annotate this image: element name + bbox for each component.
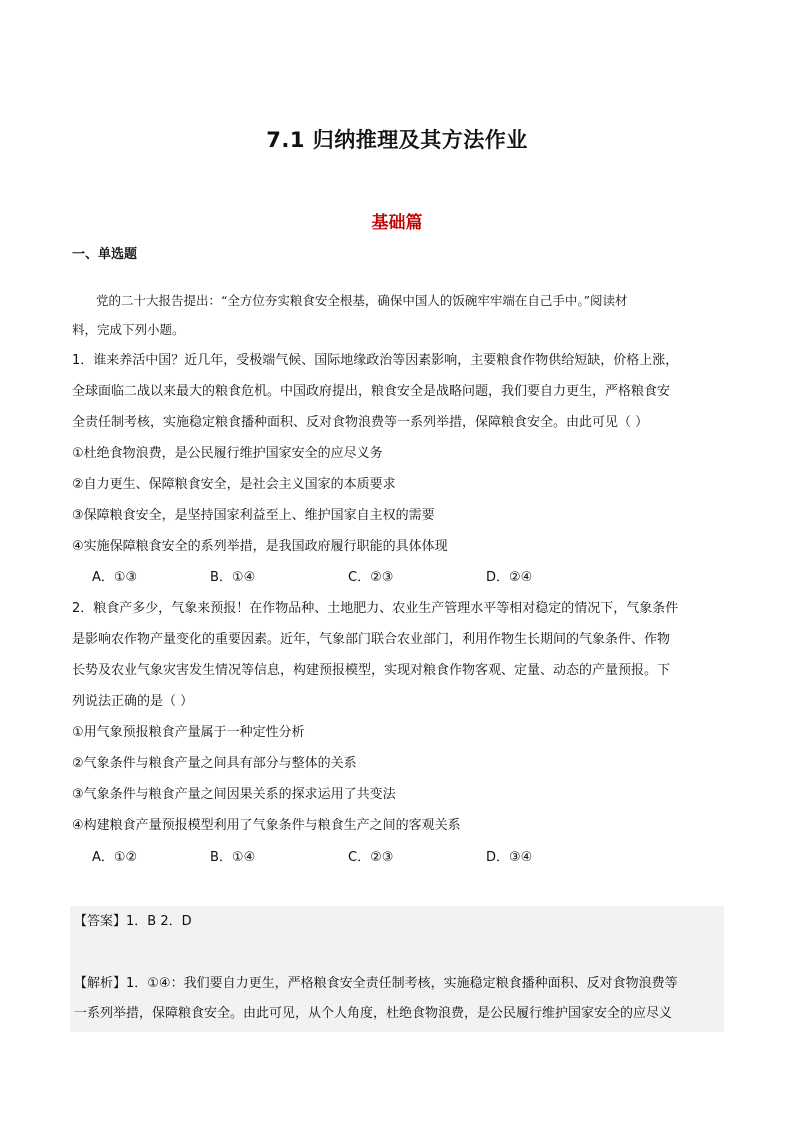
q1-option-d: D．②④ bbox=[486, 570, 533, 585]
q1-statement-3: ③保障粮食安全，是坚持国家利益至上、维护国家自主权的需要 bbox=[72, 508, 435, 523]
intro-line-1: 党的二十大报告提出：“全方位夯实粮食安全根基，确保中国人的饭碗牢牢端在自己手中。”阅读材 bbox=[96, 293, 628, 308]
q1-option-b: B．①④ bbox=[210, 570, 256, 585]
q1-statement-1: ①杜绝食物浪费，是公民履行维护国家安全的应尽义务 bbox=[72, 446, 383, 461]
q2-option-c: C．②③ bbox=[348, 850, 394, 865]
question-type-heading: 一、单选题 bbox=[72, 247, 138, 262]
intro-line-2: 料，完成下列小题。 bbox=[72, 322, 185, 337]
q2-option-b: B．①④ bbox=[210, 850, 256, 865]
q2-statement-4: ④构建粮食产量预报模型利用了气象条件与粮食生产之间的客观关系 bbox=[72, 818, 461, 833]
q2-stem-line-2: 是影响农作物产量变化的重要因素。近年，气象部门联合农业部门，利用作物生长期间的气象条件、作物 bbox=[72, 632, 671, 647]
q2-stem-line-3: 长势及农业气象灾害发生情况等信息，构建预报模型，实现对粮食作物客观、定量、动态的产量预报。下 bbox=[72, 663, 671, 678]
q1-stem-line-2: 全球面临二战以来最大的粮食危机。中国政府提出，粮食安全是战略问题，我们要自力更生，严格粮食安 bbox=[72, 384, 671, 399]
q2-statement-2: ②气象条件与粮食产量之间具有部分与整体的关系 bbox=[72, 756, 357, 771]
page-title: 7.1 归纳推理及其方法作业 bbox=[266, 128, 528, 152]
q1-statement-2: ②自力更生、保障粮食安全，是社会主义国家的本质要求 bbox=[72, 477, 396, 492]
explanation-line-1: 【解析】1．①④：我们要自力更生，严格粮食安全责任制考核，实施稳定粮食播种面积、反对食物浪费等 bbox=[74, 976, 678, 991]
q1-stem-line-3: 全责任制考核，实施稳定粮食播种面积、反对食物浪费等一系列举措，保障粮食安全。由此可见（ ） bbox=[72, 415, 649, 430]
answer-panel bbox=[70, 906, 724, 1032]
q1-option-c: C．②③ bbox=[348, 570, 394, 585]
q1-statement-4: ④实施保障粮食安全的系列举措，是我国政府履行职能的具体体现 bbox=[72, 539, 448, 554]
q2-statement-1: ①用气象预报粮食产量属于一种定性分析 bbox=[72, 725, 305, 740]
answer-text: 【答案】1．B 2．D bbox=[74, 914, 192, 929]
q2-option-d: D．③④ bbox=[486, 850, 533, 865]
q1-option-a: A．①③ bbox=[92, 570, 138, 585]
q2-stem-line-1: 2．粮食产多少，气象来预报！在作物品种、土地肥力、农业生产管理水平等相对稳定的情况下，气象条件 bbox=[72, 601, 679, 616]
q2-option-a: A．①② bbox=[92, 850, 138, 865]
q2-statement-3: ③气象条件与粮食产量之间因果关系的探求运用了共变法 bbox=[72, 787, 396, 802]
q2-stem-line-4: 列说法正确的是（ ） bbox=[72, 694, 194, 709]
section-title: 基础篇 bbox=[371, 213, 423, 233]
q1-stem-line-1: 1．谁来养活中国？近几年，受极端气候、国际地缘政治等因素影响，主要粮食作物供给短缺，价格上涨， bbox=[72, 353, 679, 368]
explanation-line-2: 一系列举措，保障粮食安全。由此可见，从个人角度，杜绝食物浪费，是公民履行维护国家安全的应尽义 bbox=[74, 1006, 673, 1021]
